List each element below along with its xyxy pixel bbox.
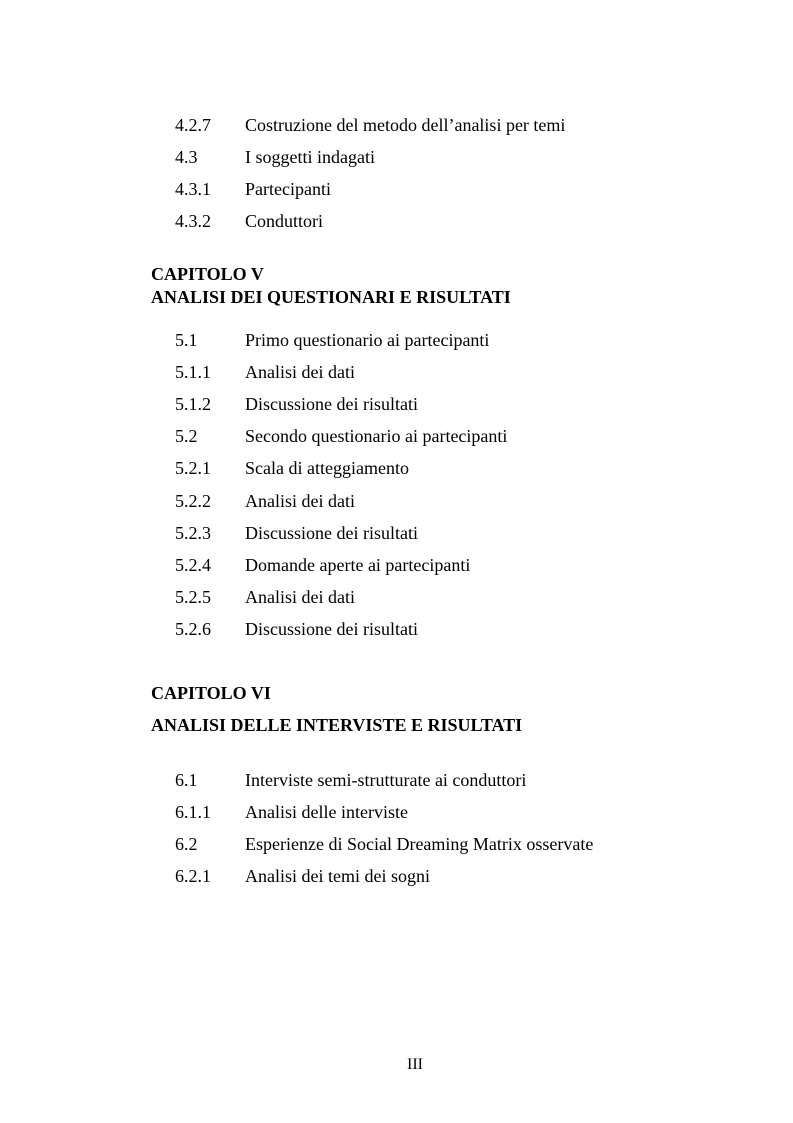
entry-number: 4.3 bbox=[175, 147, 198, 167]
chapter-heading: CAPITOLO V bbox=[151, 264, 264, 284]
entry-title: Costruzione del metodo dell’analisi per temi bbox=[245, 115, 566, 135]
entry-number: 5.2.3 bbox=[175, 523, 211, 543]
entry-title: Esperienze di Social Dreaming Matrix osservate bbox=[245, 834, 594, 854]
chapter-heading: CAPITOLO VI bbox=[151, 683, 271, 703]
entry-title: Conduttori bbox=[245, 211, 324, 231]
entry-title: Secondo questionario ai partecipanti bbox=[245, 426, 508, 446]
entry-title: Analisi dei dati bbox=[245, 491, 355, 511]
entry-number: 5.1.2 bbox=[175, 394, 211, 414]
entry-title: Primo questionario ai partecipanti bbox=[245, 330, 490, 350]
entry-title: Partecipanti bbox=[245, 179, 331, 199]
entry-title: I soggetti indagati bbox=[245, 147, 375, 167]
entry-number: 4.2.7 bbox=[175, 115, 211, 135]
chapter-title: ANALISI DELLE INTERVISTE E RISULTATI bbox=[151, 715, 523, 735]
entry-number: 5.1 bbox=[175, 330, 198, 350]
entry-title: Analisi dei dati bbox=[245, 362, 355, 382]
entry-title: Scala di atteggiamento bbox=[245, 458, 409, 478]
entry-number: 5.2.6 bbox=[175, 619, 211, 639]
entry-title: Discussione dei risultati bbox=[245, 619, 418, 639]
entry-title: Domande aperte ai partecipanti bbox=[245, 555, 471, 575]
entry-number: 6.2.1 bbox=[175, 866, 211, 886]
page-number: III bbox=[407, 1056, 423, 1073]
entry-number: 5.2.1 bbox=[175, 458, 211, 478]
entry-number: 6.1.1 bbox=[175, 802, 211, 822]
entry-title: Discussione dei risultati bbox=[245, 523, 418, 543]
entry-number: 5.1.1 bbox=[175, 362, 211, 382]
entry-number: 5.2.4 bbox=[175, 555, 211, 575]
entry-number: 6.1 bbox=[175, 770, 198, 790]
entry-number: 4.3.2 bbox=[175, 211, 211, 231]
entry-title: Analisi dei dati bbox=[245, 587, 355, 607]
entry-number: 5.2.5 bbox=[175, 587, 211, 607]
entry-number: 5.2 bbox=[175, 426, 198, 446]
entry-title: Discussione dei risultati bbox=[245, 394, 418, 414]
entry-title: Analisi dei temi dei sogni bbox=[245, 866, 430, 886]
chapter-title: ANALISI DEI QUESTIONARI E RISULTATI bbox=[151, 287, 511, 307]
entry-number: 5.2.2 bbox=[175, 491, 211, 511]
entry-number: 4.3.1 bbox=[175, 179, 211, 199]
entry-title: Analisi delle interviste bbox=[245, 802, 408, 822]
entry-number: 6.2 bbox=[175, 834, 198, 854]
entry-title: Interviste semi-strutturate ai conduttori bbox=[245, 770, 527, 790]
